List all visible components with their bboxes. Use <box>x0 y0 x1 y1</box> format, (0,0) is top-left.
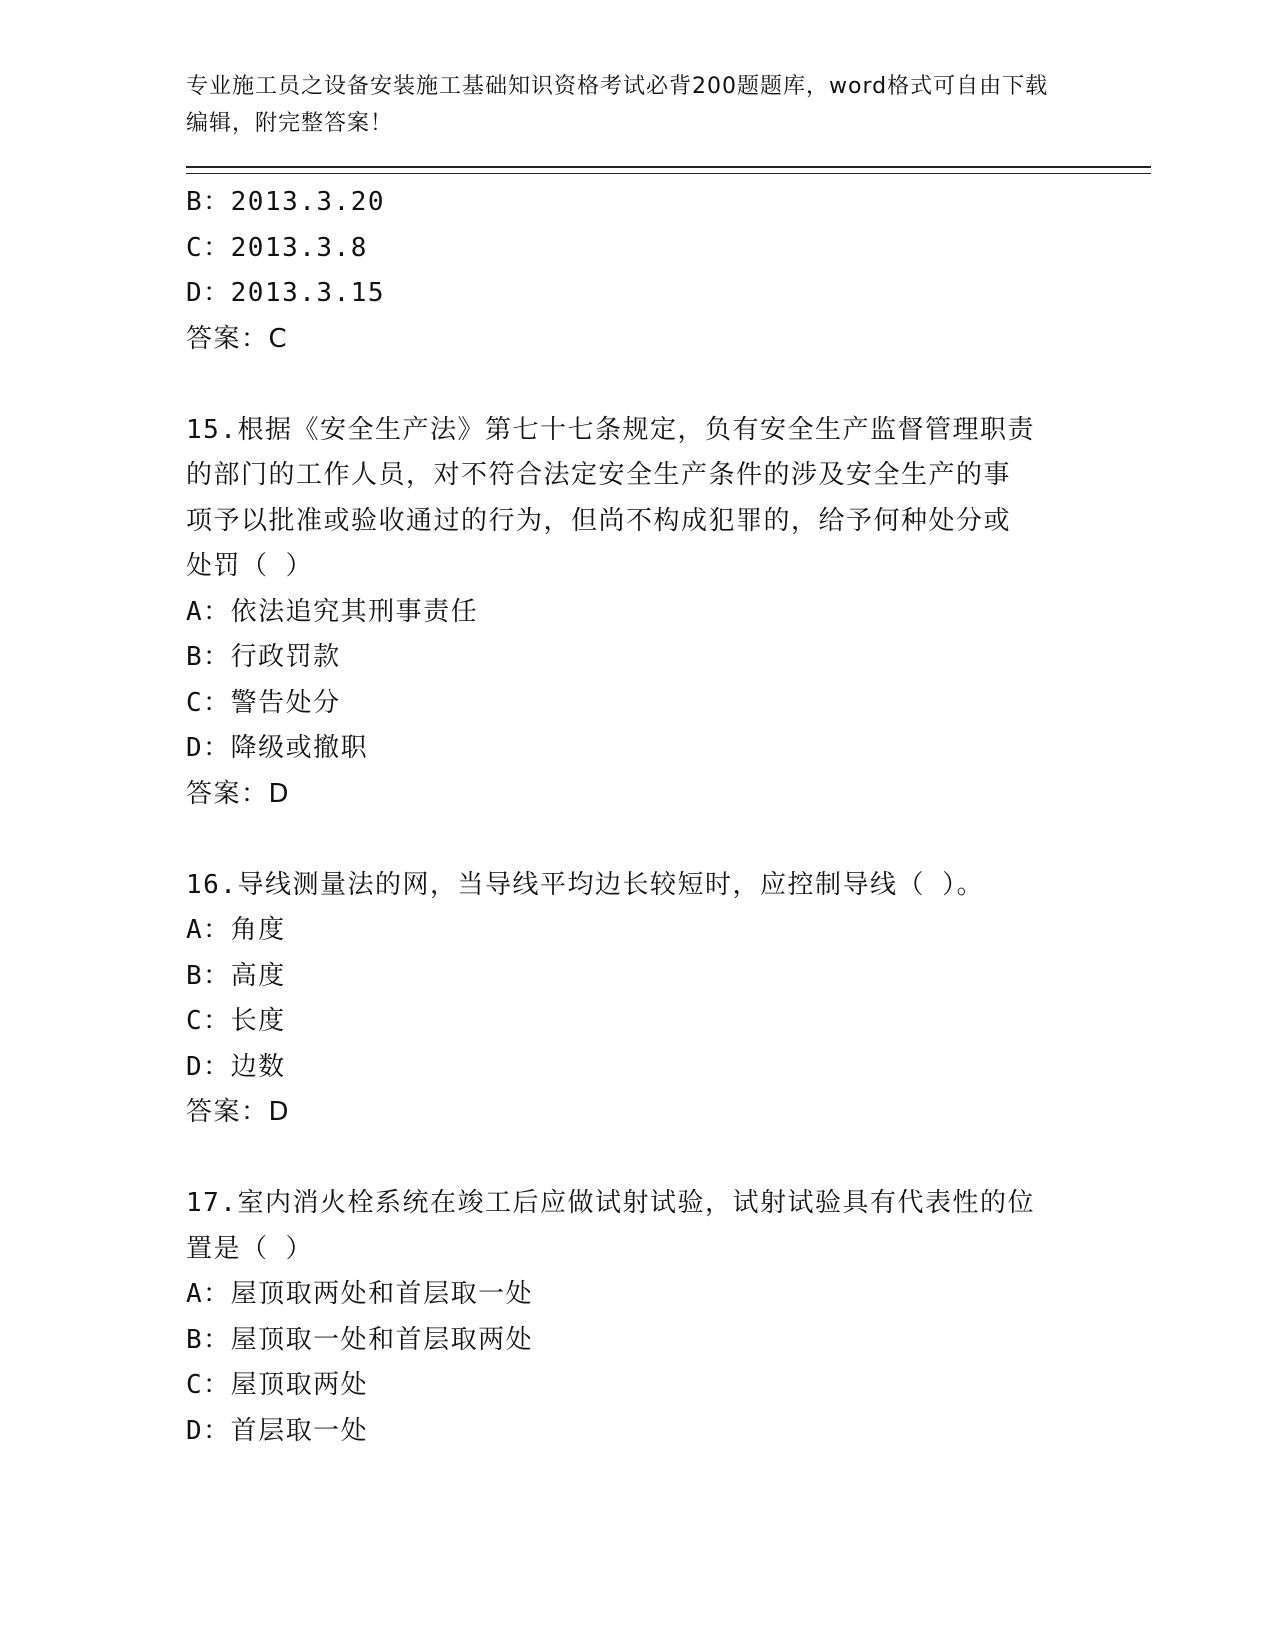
question-text-line: 17.室内消火栓系统在竣工后应做试射试验，试射试验具有代表性的位 <box>186 1188 1035 1218</box>
question-text-line: 16.导线测量法的网，当导线平均边长较短时，应控制导线（ ）。 <box>186 869 985 900</box>
option-c: C：2013.3.8 <box>186 232 368 263</box>
question-17 <box>186 1181 1151 1454</box>
option-c: C：屋顶取两处 <box>186 1370 369 1400</box>
option-d: D：2013.3.15 <box>186 278 386 308</box>
document-page <box>186 68 1151 1454</box>
answer-label: 答案：D <box>186 1097 291 1127</box>
option-b: B：屋顶取一处和首层取两处 <box>186 1324 534 1355</box>
option-a: A：屋顶取两处和首层取一处 <box>186 1279 534 1309</box>
answer-label: 答案：D <box>186 778 291 809</box>
question-16 <box>186 863 1151 1136</box>
question-list <box>186 180 1151 1454</box>
spacer <box>186 362 1151 408</box>
option-c: C：长度 <box>186 1006 286 1036</box>
question-text-line: 项予以批准或验收通过的行为，但尚不构成犯罪的，给予何种处分或 <box>186 505 1012 536</box>
answer-label: 答案：C <box>186 323 289 354</box>
option-a: A：依法追究其刑事责任 <box>186 596 479 627</box>
option-b: B：行政罚款 <box>186 642 341 672</box>
spacer <box>186 817 1151 863</box>
question-15 <box>186 408 1151 818</box>
option-c: C：警告处分 <box>186 687 341 718</box>
option-d: D：降级或撤职 <box>186 733 369 763</box>
spacer <box>186 1136 1151 1182</box>
question-text-line: 处罚（ ） <box>186 551 314 581</box>
option-b: B：2013.3.20 <box>186 187 386 217</box>
question-text-line: 的部门的工作人员，对不符合法定安全生产条件的涉及安全生产的事 <box>186 460 1012 490</box>
option-b: B：高度 <box>186 960 286 991</box>
option-d: D：边数 <box>186 1051 286 1082</box>
header-divider <box>186 166 1151 174</box>
question-text-line: 置是（ ） <box>186 1233 314 1264</box>
document-header-title: 专业施工员之设备安装施工基础知识资格考试必背200题题库，word格式可自由下载编辑，附完整答案！ <box>186 74 1049 136</box>
question-prev <box>186 180 1151 362</box>
option-a: A：角度 <box>186 915 286 945</box>
question-text-line: 15.根据《安全生产法》第七十七条规定，负有安全生产监督管理职责 <box>186 414 1035 445</box>
option-d: D：首层取一处 <box>186 1415 369 1446</box>
